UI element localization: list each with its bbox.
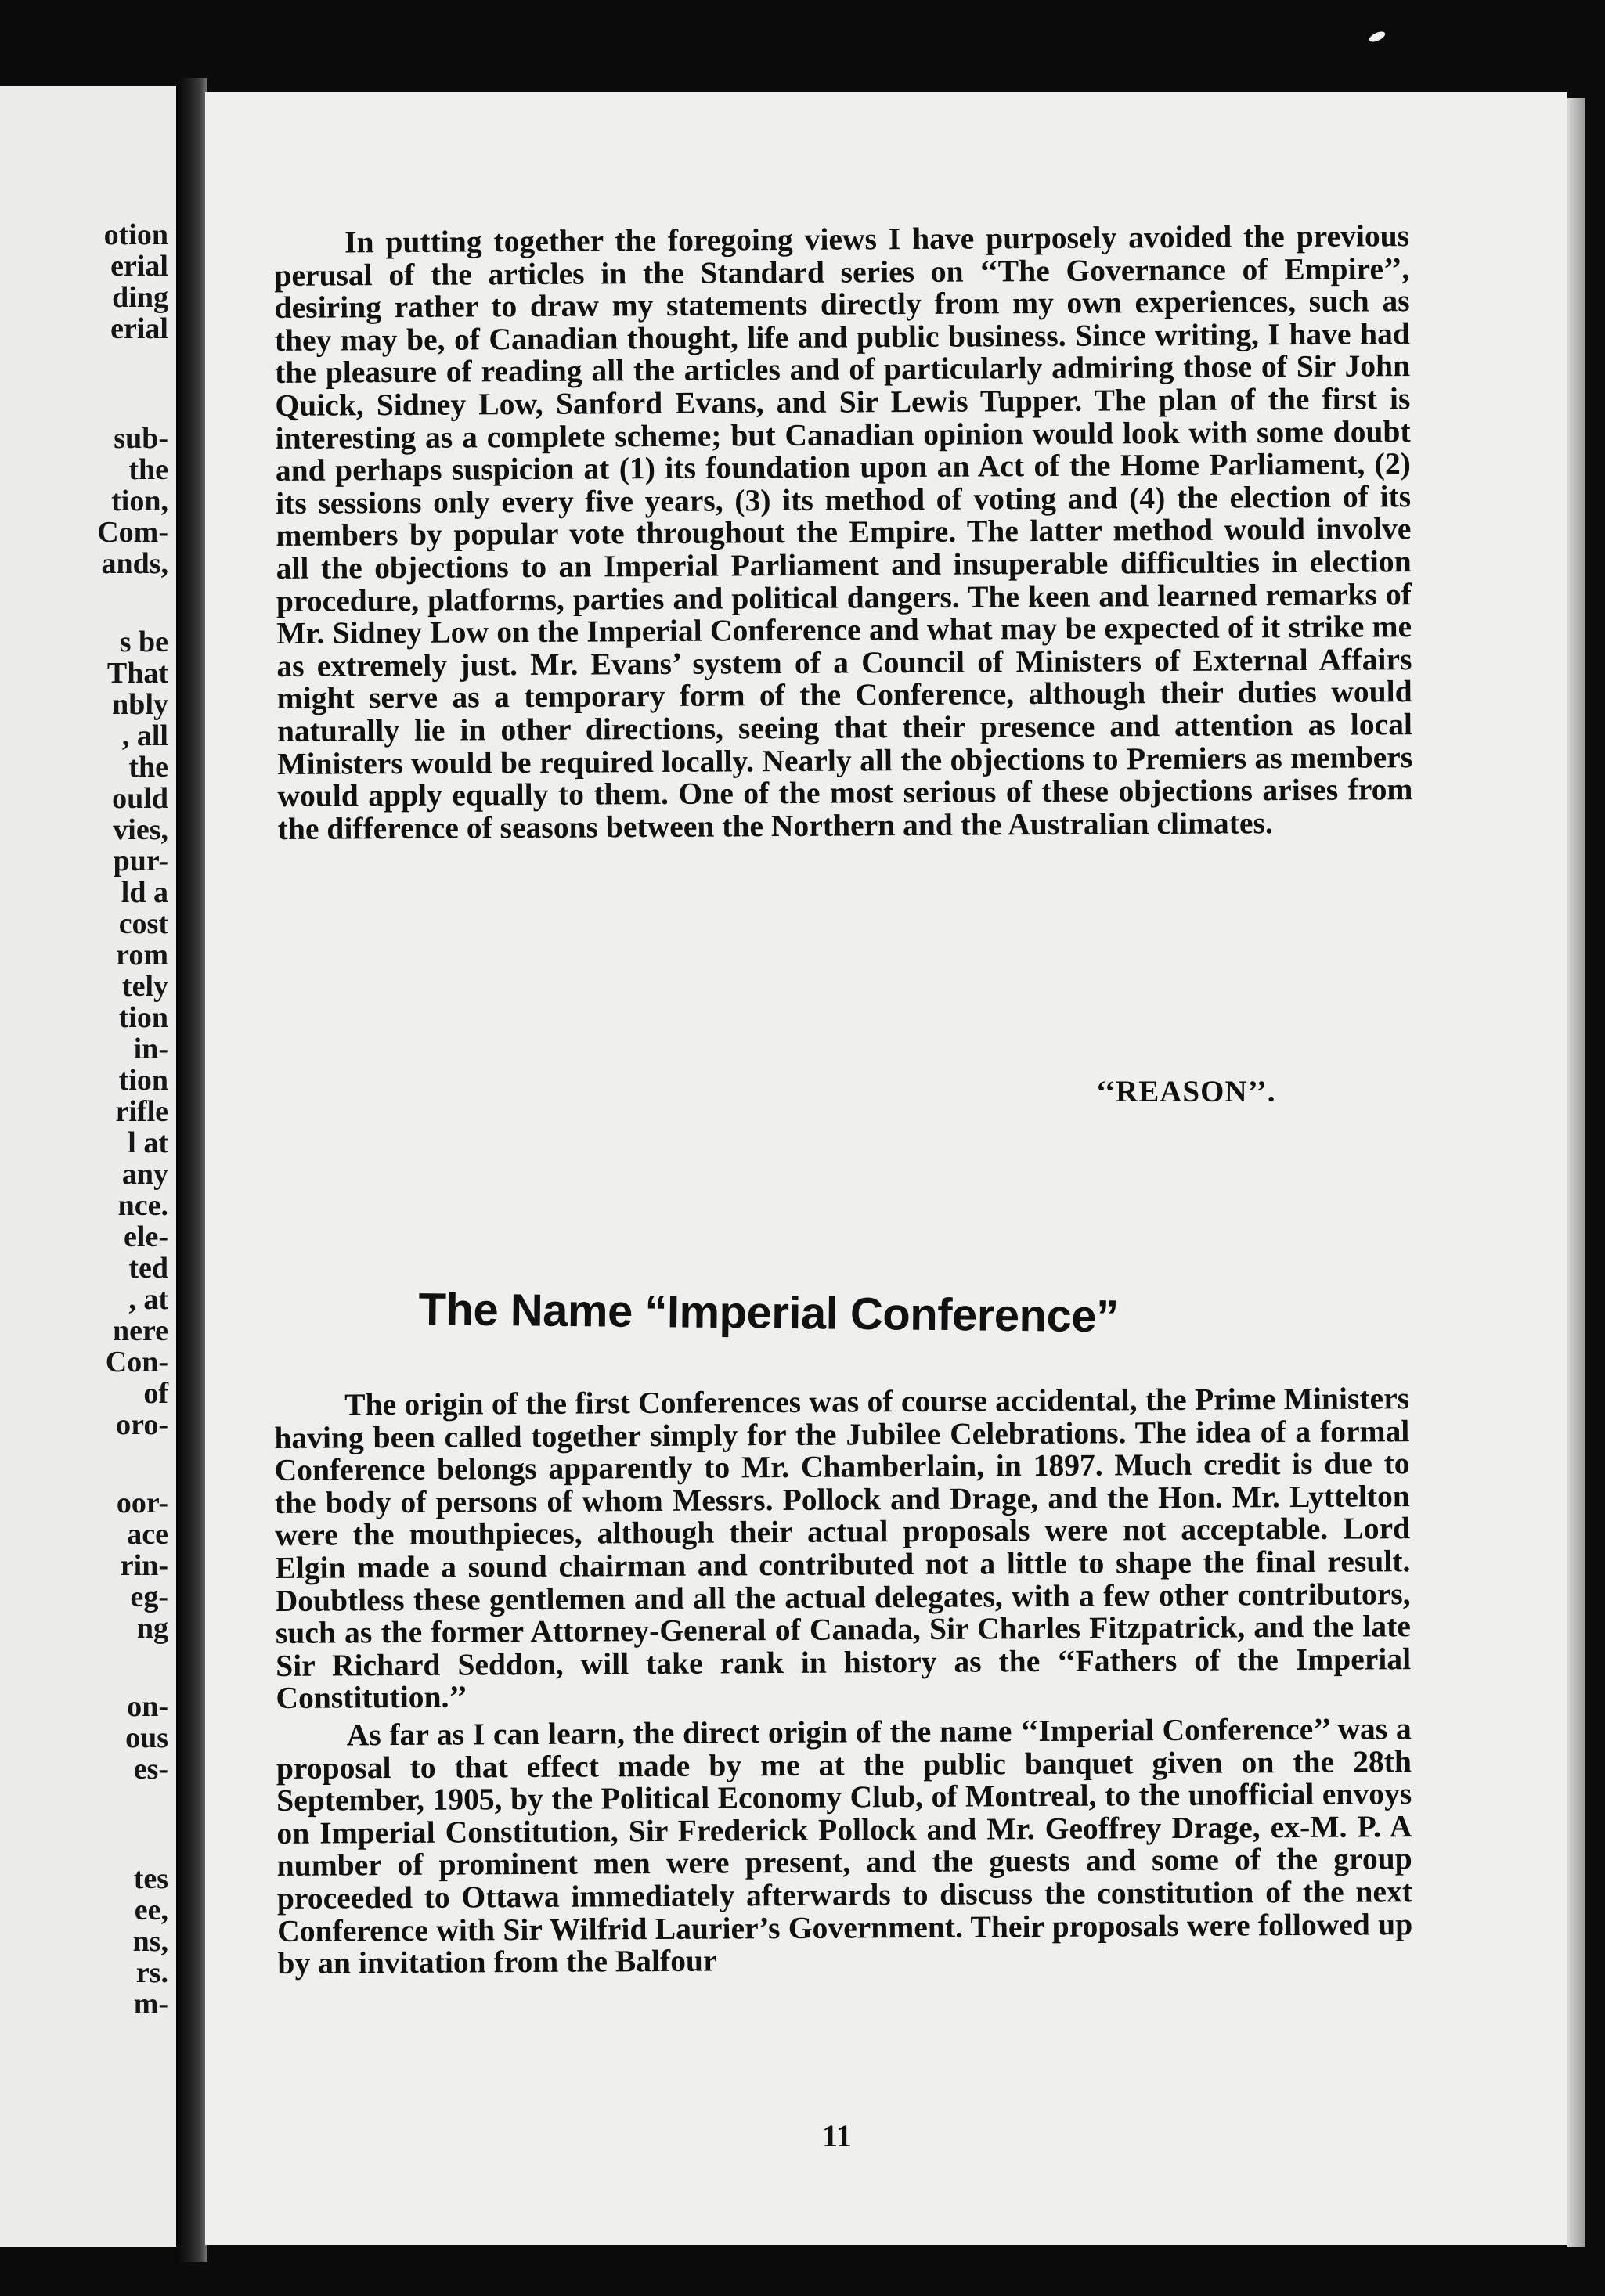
previous-page-line-end: rom <box>116 939 168 971</box>
previous-page-line-end: Com- <box>97 516 168 549</box>
previous-page-line-end: rifle <box>115 1095 168 1128</box>
previous-page-line-end: tion <box>118 1001 168 1034</box>
previous-page-line-end: tion <box>118 1064 168 1097</box>
signature: ‘‘REASON’’. <box>1096 1075 1276 1108</box>
previous-page-line-end: otion <box>103 218 168 251</box>
section-body <box>274 1382 1413 1981</box>
previous-page-line-end: That <box>106 657 168 690</box>
previous-page-line-end: tion, <box>111 485 168 517</box>
section-heading: The Name “Imperial Conference” <box>418 1283 1119 1343</box>
previous-page-line-end: nce. <box>117 1189 168 1222</box>
previous-page-line-end: rs. <box>135 1956 168 1989</box>
previous-page-line-end: eg- <box>130 1581 168 1613</box>
previous-page-line-end: ted <box>128 1252 168 1285</box>
previous-page-line-end: ng <box>136 1612 168 1645</box>
previous-page-line-end: ous <box>125 1721 168 1754</box>
page-edge <box>1567 98 1585 2247</box>
previous-page-line-end: ee, <box>134 1894 168 1927</box>
previous-page-line-end: rin- <box>120 1549 168 1582</box>
previous-page-line-end: erial <box>110 312 168 345</box>
previous-page-line-end: ding <box>112 281 168 314</box>
previous-page-line-end: nbly <box>112 688 168 721</box>
previous-page-line-end: s be <box>119 625 168 658</box>
previous-page-line-end: pur- <box>113 845 168 878</box>
previous-page-line-end: ace <box>127 1518 168 1551</box>
paragraph-1: In putting together the foregoing views I have purposely avoided the previous perusal of the articles in the Standard series on ‘‘The Governance of Empire’’, desiring rather to draw my statements directly from my own experiences, such as they may be, of Canadian thought, life and public business. Since writing, I have had the pleasure of reading all the articles and of particularly admiring those of Sir John Quick, Sidney Low, Sanford Evans, and Sir Lewis Tupper. The plan of the first is interesting as a complete scheme; but Canadian opinion would look with some doubt and perhaps suspicion at (1) its foundation upon an Act of the Home Parliament, (2) its sessions only every five years, (3) its method of voting and (4) the election of its members by popular vote throughout the Empire. The latter method would involve all the objections to an Imperial Parliament and insuperable difficulties in election procedure, platforms, parties and political dangers. The keen and learned remarks of Mr. Sidney Low on the Imperial Conference and what may be expected of it strike me as extremely just. Mr. Evans’ system of a Council of Ministers of External Affairs might serve as a temporary form of the Conference, although their duties would naturally lie in other directions, seeing that their presence and attention as local Ministers would be required locally. Nearly all the objections to Premiers as members would apply equally to them. One of the most serious of these objections arises from the difference of seasons between the Northern and the Australian climates. <box>274 218 1413 846</box>
previous-page-line-end: any <box>121 1158 168 1191</box>
previous-page-line-end: nere <box>112 1314 168 1347</box>
previous-page-line-end: l at <box>128 1126 168 1159</box>
previous-page-line-end: m- <box>133 1988 168 2020</box>
page-number: 11 <box>822 2118 852 2154</box>
previous-page-line-end: tely <box>121 970 168 1003</box>
previous-page-line-end: in- <box>133 1033 168 1065</box>
paragraph-3: As far as I can learn, the direct origin of the name ‘‘Imperial Conference’’ was a proposal to that effect made by me at the public banquet given on the 28th September, 1905, by the Political Economy Club, of Montreal, to the unofficial envoys on Imperial Constitution, Sir Frederick Pollock and Mr. Geoffrey Drage, ex-M. P. A number of prominent men were present, and the guests and some of the group proceeded to Ottawa immediately afterwards to discuss the constitution of the next Conference with Sir Wilfrid Laurier’s Government. Their proposals were followed up by an invitation from the Balfour <box>276 1711 1413 1981</box>
previous-page-line-end: tes <box>133 1862 168 1895</box>
previous-page-line-end: ns, <box>132 1925 168 1958</box>
previous-page-line-end: on- <box>127 1690 168 1723</box>
previous-page-line-end: vies, <box>113 813 168 846</box>
previous-page-line-end: of <box>143 1377 168 1410</box>
scan-speck <box>1368 30 1387 44</box>
previous-page-line-end: oro- <box>116 1408 168 1441</box>
previous-page-line-end: Con- <box>105 1346 168 1379</box>
previous-page-line-end: sub- <box>114 422 168 455</box>
previous-page-line-end: , all <box>121 719 168 752</box>
previous-page-line-end: ld a <box>121 876 168 909</box>
book-binding-gutter <box>176 78 207 2262</box>
previous-page-line-end: ele- <box>124 1220 168 1253</box>
body-paragraph-reason <box>274 220 1413 845</box>
previous-page-line-end: , at <box>128 1283 168 1316</box>
previous-page-line-end: es- <box>133 1753 168 1786</box>
previous-page-line-end: ould <box>112 782 168 815</box>
previous-page-line-end: erial <box>110 250 168 283</box>
previous-page-line-end: the <box>128 751 168 784</box>
previous-page-line-end: ands, <box>101 547 168 580</box>
previous-page-line-end: cost <box>118 907 168 940</box>
previous-page-line-end: oor- <box>116 1487 168 1519</box>
previous-page-line-end: the <box>128 453 168 486</box>
paragraph-2: The origin of the first Conferences was of course accidental, the Prime Ministers having been called together simply for the Jubilee Celebrations. The idea of a formal Conference belongs apparently to Mr. Chamberlain, in 1897. Much credit is due to the body of persons of whom Messrs. Pollock and Drage, and the Hon. Mr. Lyttelton were the mouthpieces, although their actual proposals were not acceptable. Lord Elgin made a sound chairman and contributed not a little to shape the final result. Doubtless these gentlemen and all the actual delegates, with a few other contributors, such as the former Attorney-General of Canada, Sir Charles Fitzpatrick, and the late Sir Richard Seddon, will take rank in history as the ‘‘Fathers of the Imperial Constitution.’’ <box>274 1381 1412 1716</box>
previous-page-fragment <box>0 86 176 2247</box>
